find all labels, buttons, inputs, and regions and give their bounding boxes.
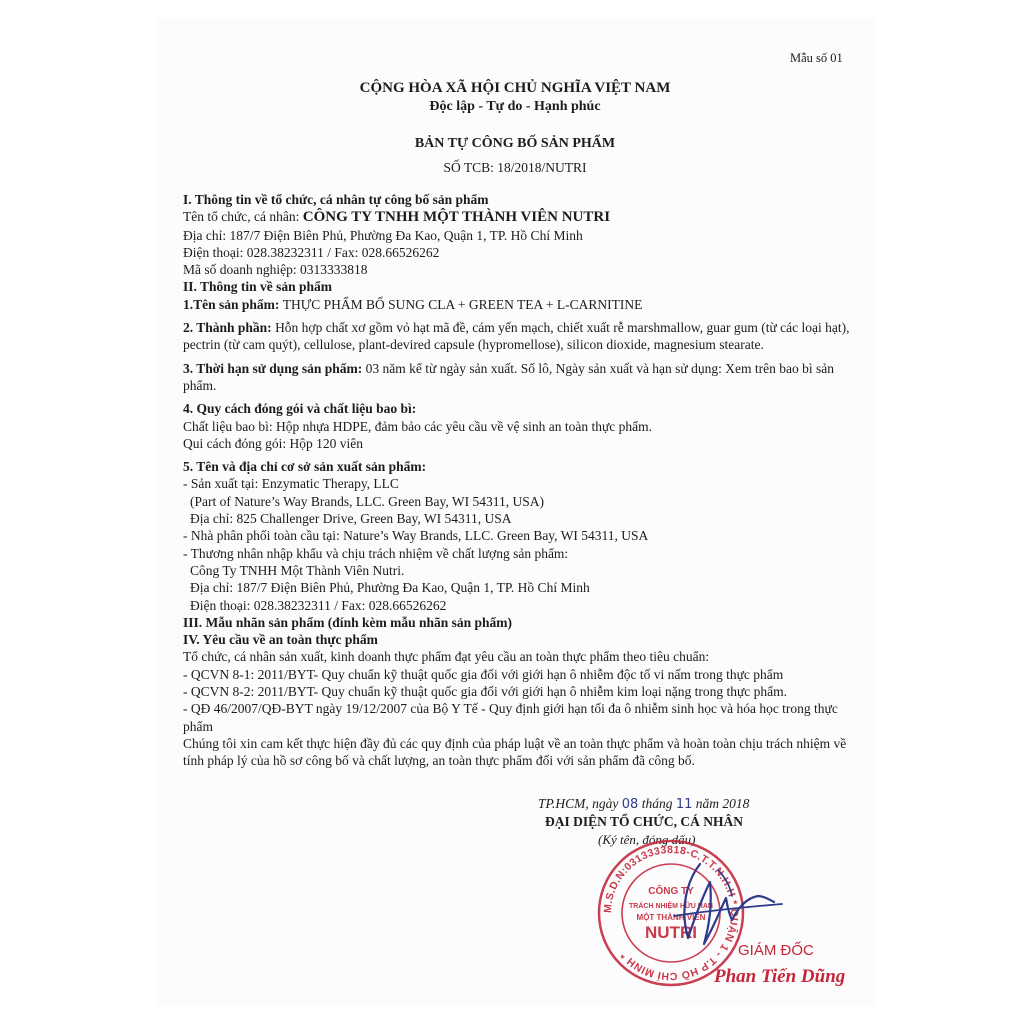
- packaging-material: Chất liệu bao bì: Hộp nhựa HDPE, đảm bảo các yêu cầu về vệ sinh an toàn thực phẩm.: [183, 418, 653, 434]
- form-number: Mẫu số 01: [790, 51, 843, 65]
- representative-label: ĐẠI DIỆN TỔ CHỨC, CÁ NHÂN: [545, 814, 744, 829]
- manufacturer-line: Điện thoại: 028.38232311 / Fax: 028.66526262: [190, 597, 447, 613]
- org-name-line: Tên tổ chức, cá nhân: CÔNG TY TNHH MỘT THÀNH VIÊN NUTRI: [183, 209, 611, 226]
- org-name: CÔNG TY TNHH MỘT THÀNH VIÊN NUTRI: [302, 209, 611, 226]
- handwritten-month: 11: [675, 797, 693, 812]
- safety-standard: - QCVN 8-1: 2011/BYT- Quy chuẩn kỹ thuật quốc gia đối với giới hạn ô nhiễm độc tố vi nấm trong thực phẩm: [183, 666, 784, 682]
- stamp-ring-text: M.S.D.N:0313333818-C.T.T.N.H.H * QUẬN 1 - T.P HỒ CHÍ MINH *: [601, 843, 741, 983]
- section-1-heading: I. Thông tin về tổ chức, cá nhân tự công bố sản phẩm: [183, 192, 489, 207]
- manufacturer-line: (Part of Nature’s Way Brands, LLC. Green Bay, WI 54311, USA): [190, 493, 544, 509]
- director-title: GIÁM ĐỐC: [738, 942, 814, 959]
- country-heading: CỘNG HÒA XÃ HỘI CHỦ NGHĨA VIỆT NAM: [359, 80, 671, 96]
- shelf-life: 3. Thời hạn sử dụng sản phẩm: 03 năm kể từ ngày sản xuất. Số lô, Ngày sản xuất và hạn sử dụng: Xem trên bao bì sản phẩm.: [183, 360, 834, 393]
- stamp-line: MỘT THÀNH VIÊN: [636, 913, 706, 922]
- sign-note: (Ký tên, đóng dấu): [598, 832, 696, 847]
- director-name: Phan Tiến Dũng: [714, 966, 846, 987]
- commitment: Chúng tôi xin cam kết thực hiện đầy đủ các quy định của pháp luật về an toàn thực phẩm và hoàn toàn chịu trách nhiệm về tính pháp lý của hồ sơ công bố và chất lượng, an toàn thực phẩm đối với sản phẩm đã công bố.: [183, 735, 847, 769]
- org-phone: Điện thoại: 028.38232311 / Fax: 028.66526262: [183, 244, 440, 260]
- manufacturer-line: Địa chỉ: 187/7 Điện Biên Phủ, Phường Đa Kao, Quận 1, TP. Hồ Chí Minh: [190, 580, 590, 596]
- ingredients: 2. Thành phần: Hỗn hợp chất xơ gồm vỏ hạt mã đề, cám yến mạch, chiết xuất rễ marshmallow, guar gum (từ các loại hạt), pectrin (từ cam quýt), cellulose, plant-devired capsule (hypromellose), silicon dioxide, magnesium stearate.: [183, 320, 850, 353]
- org-address: Địa chỉ: 187/7 Điện Biên Phủ, Phường Đa Kao, Quận 1, TP. Hồ Chí Minh: [183, 227, 583, 243]
- safety-standard: - QĐ 46/2007/QĐ-BYT ngày 19/12/2007 của Bộ Y Tế - Quy định giới hạn tối đa ô nhiễm sinh học và hóa học trong thực phẩm: [183, 701, 838, 734]
- section-4-heading: IV. Yêu cầu về an toàn thực phẩm: [183, 632, 378, 648]
- packaging-spec: Qui cách đóng gói: Hộp 120 viên: [183, 435, 363, 451]
- reference-number: SỐ TCB: 18/2018/NUTRI: [443, 160, 587, 175]
- safety-standard: - QCVN 8-2: 2011/BYT- Quy chuẩn kỹ thuật quốc gia đối với giới hạn ô nhiễm kim loại nặng trong thực phẩm.: [183, 684, 788, 700]
- packaging-heading: 4. Quy cách đóng gói và chất liệu bao bì:: [183, 401, 417, 417]
- manufacturer-line: Địa chỉ: 825 Challenger Drive, Green Bay, WI 54311, USA: [190, 511, 512, 527]
- national-motto: Độc lập - Tự do - Hạnh phúc: [429, 99, 601, 114]
- manufacturer-heading: 5. Tên và địa chỉ cơ sở sản xuất sản phẩm:: [183, 459, 427, 475]
- handwritten-signature: [660, 852, 790, 952]
- manufacturer-line: - Sản xuất tại: Enzymatic Therapy, LLC: [183, 476, 399, 492]
- signing-date: TP.HCM, ngày 08 tháng 11 năm 2018: [538, 796, 750, 812]
- stamp-line: TRÁCH NHIỆM HỮU HẠN: [629, 903, 713, 910]
- handwritten-day: 08: [621, 797, 639, 812]
- org-tax-code: Mã số doanh nghiệp: 0313333818: [183, 262, 368, 278]
- stamp-company-name: NUTRI: [645, 923, 697, 942]
- section-2-heading: II. Thông tin về sản phẩm: [183, 279, 333, 295]
- product-name: THỰC PHẨM BỔ SUNG CLA + GREEN TEA + L-CARNITINE: [282, 296, 643, 312]
- section-3-heading: III. Mẫu nhãn sản phẩm (đính kèm mẫu nhãn sản phẩm): [183, 614, 512, 630]
- stamp-line: CÔNG TY: [648, 886, 694, 897]
- document-body: [183, 191, 863, 770]
- document-title: BẢN TỰ CÔNG BỐ SẢN PHẨM: [414, 136, 616, 151]
- manufacturer-line: Công Ty TNHH Một Thành Viên Nutri.: [190, 562, 405, 578]
- safety-intro: Tổ chức, cá nhân sản xuất, kinh doanh thực phẩm đạt yêu cầu an toàn thực phẩm theo tiêu chuẩn:: [183, 649, 710, 665]
- product-name-line: 1.Tên sản phẩm: THỰC PHẨM BỔ SUNG CLA + GREEN TEA + L-CARNITINE: [183, 296, 643, 312]
- manufacturer-line: - Nhà phân phối toàn cầu tại: Nature’s Way Brands, LLC. Green Bay, WI 54311, USA: [183, 528, 649, 544]
- manufacturer-line: - Thương nhân nhập khẩu và chịu trách nhiệm về chất lượng sản phẩm:: [183, 545, 569, 561]
